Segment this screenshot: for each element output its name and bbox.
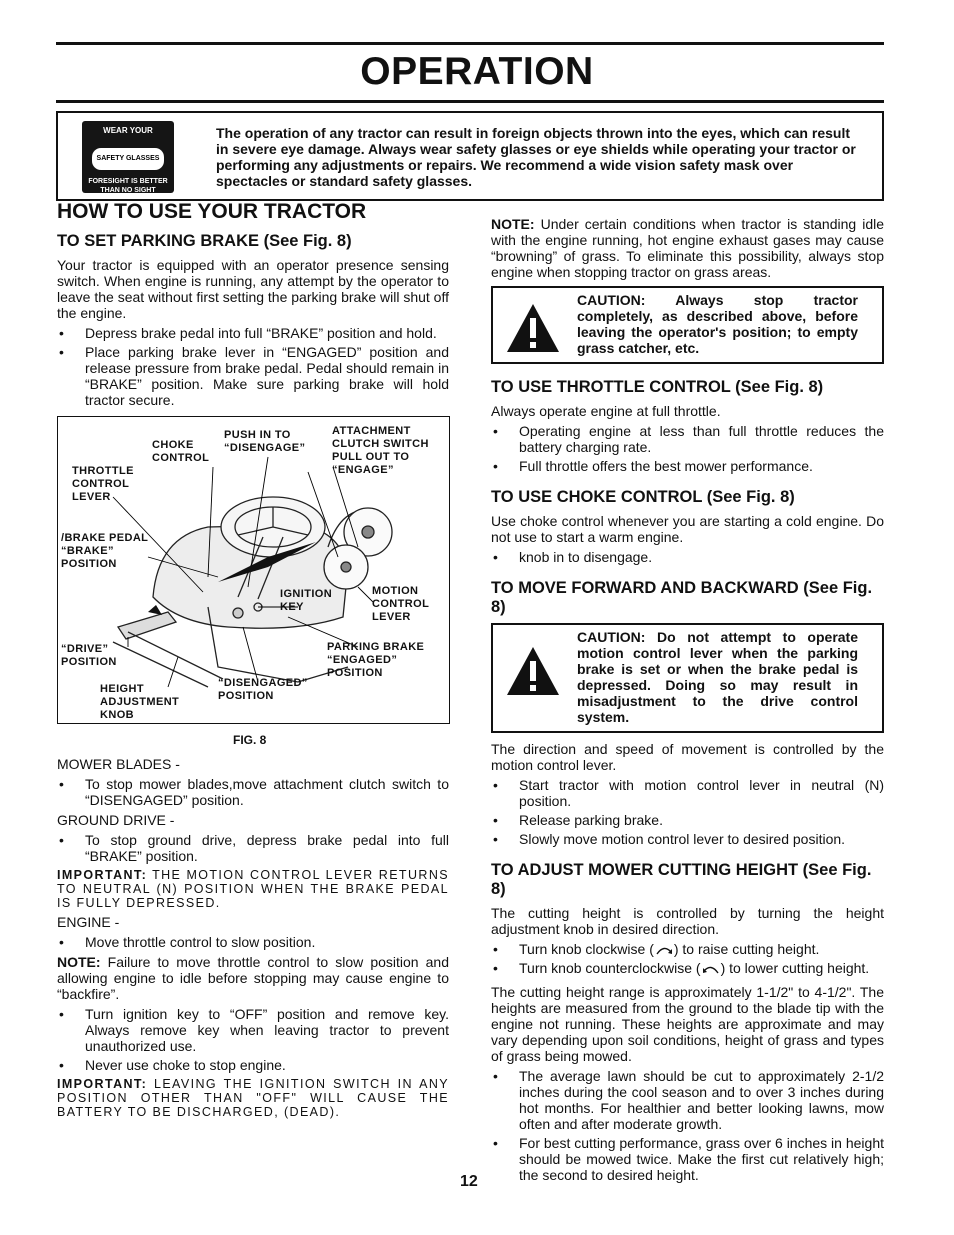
fig-label-disengaged: “DISENGAGED” POSITION bbox=[218, 677, 308, 702]
throttle-intro: Always operate engine at full throttle. bbox=[491, 403, 721, 419]
engine-label: ENGINE - bbox=[57, 914, 120, 930]
important-text: LEAVING THE IGNITION SWITCH IN ANY POSITION OTHER THAN "OFF" WILL CAUSE THE BATTERY TO BE DISCHARGED, (DEAD). bbox=[57, 1077, 449, 1119]
fig-label-brake-pedal: /BRAKE PEDAL “BRAKE” POSITION bbox=[61, 532, 149, 570]
mower-list bbox=[57, 776, 449, 808]
note-text: Failure to move throttle control to slow position and allowing engine to idle before stopping may cause engine to “backfire”. bbox=[57, 954, 450, 1002]
ground-label: GROUND DRIVE - bbox=[57, 812, 175, 828]
list-item: • Slowly move motion control lever to desired position. bbox=[491, 831, 884, 847]
list-item: • Depress brake pedal into full “BRAKE” position and hold. bbox=[57, 325, 449, 341]
list-item: • Full throttle offers the best mower performance. bbox=[491, 458, 884, 474]
ground-list bbox=[57, 832, 449, 864]
list-item: • Turn ignition key to “OFF” position and remove key. Always remove key when leaving tractor to prevent unauthorized use. bbox=[57, 1006, 449, 1054]
page-number: 12 bbox=[460, 1173, 478, 1190]
note-label: NOTE: bbox=[57, 954, 101, 970]
caution-text-1: CAUTION: Always stop tractor completely, as described above, before leaving the operator's position; to empty grass catcher, etc. bbox=[577, 292, 858, 356]
fig-label-push: PUSH IN TO “DISENGAGE” bbox=[224, 429, 306, 454]
height-intro: The cutting height is controlled by turning the height adjustment knob in desired direction. bbox=[491, 905, 884, 937]
parking-intro: Your tractor is equipped with an operator presence sensing switch. When engine is running, any attempt by the operator to leave the seat without first setting the parking brake will shut off the engine. bbox=[57, 257, 449, 321]
move-intro: The direction and speed of movement is controlled by the motion control lever. bbox=[491, 741, 884, 773]
mower-label: MOWER BLADES - bbox=[57, 756, 180, 772]
caution-box-2 bbox=[491, 623, 884, 733]
note-text: Under certain conditions when tractor is standing idle with the engine running, hot engine exhaust gases may cause “browning” of grass. To eliminate this possibility, always stop engine when stopping tractor on grass areas. bbox=[491, 216, 885, 280]
important-note-1 bbox=[57, 868, 449, 910]
cw-text-post: ) to raise cutting height. bbox=[673, 941, 820, 957]
engine-note bbox=[57, 954, 449, 1002]
ccw-text-pre: Turn knob counterclockwise ( bbox=[519, 960, 701, 976]
safety-glasses-badge bbox=[82, 121, 174, 193]
safety-text: The operation of any tractor can result in foreign objects thrown into the eyes, which can result in severe eye damage. Always wear safety glasses or eye shields while operating your tractor or performing any adjustments or repairs. We recommend a wide vision safety mask over spectacles or standard safety glasses. bbox=[216, 125, 856, 189]
cw-text-pre: Turn knob clockwise ( bbox=[519, 941, 654, 957]
figure-caption: FIG. 8 bbox=[233, 733, 267, 747]
caution-box-1 bbox=[491, 286, 884, 364]
important-note-2 bbox=[57, 1077, 449, 1119]
fig-label-motion: MOTION CONTROL LEVER bbox=[372, 585, 429, 623]
fig-label-attachment: ATTACHMENT CLUTCH SWITCH PULL OUT TO “ENGAGE” bbox=[332, 425, 429, 476]
throttle-heading: TO USE THROTTLE CONTROL (See Fig. 8) bbox=[491, 378, 824, 396]
choke-heading: TO USE CHOKE CONTROL (See Fig. 8) bbox=[491, 488, 795, 506]
warning-icon bbox=[505, 302, 561, 354]
list-item bbox=[491, 941, 884, 957]
knob-list bbox=[491, 941, 884, 976]
title-rule bbox=[56, 100, 884, 103]
figure-8 bbox=[57, 416, 450, 724]
list-item: • For best cutting performance, grass over 6 inches in height should be mowed twice. Make the first cut relatively high; the second to desired height. bbox=[491, 1135, 884, 1183]
fig-label-drive: “DRIVE” POSITION bbox=[61, 643, 117, 668]
engine-list-2 bbox=[57, 1006, 449, 1073]
note-label: NOTE: bbox=[491, 216, 535, 232]
section-heading: HOW TO USE YOUR TRACTOR bbox=[57, 200, 367, 223]
top-rule bbox=[56, 42, 884, 45]
list-item: • knob in to disengage. bbox=[491, 549, 884, 565]
ccw-text-post: ) to lower cutting height. bbox=[720, 960, 870, 976]
fig-label-choke: CHOKE CONTROL bbox=[152, 439, 210, 464]
right-column bbox=[491, 216, 884, 1187]
height-heading: TO ADJUST MOWER CUTTING HEIGHT (See Fig. 8) bbox=[491, 861, 872, 898]
safety-notice bbox=[56, 111, 884, 201]
throttle-list bbox=[491, 423, 884, 474]
idle-note bbox=[491, 216, 884, 280]
parking-list bbox=[57, 325, 449, 408]
badge-bottom-text: FORESIGHT IS BETTER THAN NO SIGHT bbox=[88, 178, 168, 194]
important-label: IMPORTANT: bbox=[57, 868, 148, 882]
page-title: OPERATION bbox=[360, 50, 594, 93]
counterclockwise-arrow-icon bbox=[701, 963, 721, 975]
list-item: • Operating engine at less than full throttle reduces the battery charging rate. bbox=[491, 423, 884, 455]
important-label: IMPORTANT: bbox=[57, 1077, 148, 1091]
left-column bbox=[57, 200, 450, 1123]
list-item: • Place parking brake lever in “ENGAGED” position and release pressure from brake pedal. Pedal should remain in “BRAKE” position. Make sure parking brake will hold tractor secure. bbox=[57, 344, 449, 408]
range-text: The cutting height range is approximately 1-1/2" to 4-1/2". The heights are measured from the ground to the blade tip with the engine not running. These heights are approximate and may vary depending upon soil conditions, height of grass and types of grass being mowed. bbox=[491, 984, 884, 1064]
badge-top-text: WEAR YOUR bbox=[103, 126, 153, 135]
list-item: • To stop ground drive, depress brake pedal into full “BRAKE” position. bbox=[57, 832, 449, 864]
engine-list bbox=[57, 934, 449, 950]
move-heading: TO MOVE FORWARD AND BACKWARD (See Fig. 8) bbox=[491, 579, 873, 616]
parking-brake-heading: TO SET PARKING BRAKE (See Fig. 8) bbox=[57, 232, 352, 250]
choke-intro: Use choke control whenever you are starting a cold engine. Do not use to start a warm engine. bbox=[491, 513, 884, 545]
fig-label-ignition: IGNITION KEY bbox=[280, 588, 333, 613]
list-item: • Release parking brake. bbox=[491, 812, 884, 828]
fig-label-throttle: THROTTLE CONTROL LEVER bbox=[72, 465, 134, 503]
warning-icon bbox=[505, 645, 561, 697]
list-item: • To stop mower blades,move attachment clutch switch to “DISENGAGED” position. bbox=[57, 776, 449, 808]
fig-label-parking: PARKING BRAKE “ENGAGED” POSITION bbox=[327, 641, 425, 679]
clockwise-arrow-icon bbox=[654, 944, 674, 956]
height-list bbox=[491, 1068, 884, 1183]
choke-list bbox=[491, 549, 884, 565]
badge-mid-text: SAFETY GLASSES bbox=[92, 148, 164, 170]
move-list bbox=[491, 777, 884, 847]
list-item: • The average lawn should be cut to approximately 2-1/2 inches during the cool season and to over 3 inches during hot months. For healthier and better looking lawns, mow often and after moderate growth. bbox=[491, 1068, 884, 1132]
list-item: • Never use choke to stop engine. bbox=[57, 1057, 449, 1073]
caution-text-2: CAUTION: Do not attempt to operate motion control lever when the parking brake is set or when the brake pedal is depressed. Doing so may result in misadjustment to the drive control system. bbox=[577, 629, 858, 725]
list-item: • Start tractor with motion control lever in neutral (N) position. bbox=[491, 777, 884, 809]
fig-label-height: HEIGHT ADJUSTMENT KNOB bbox=[100, 683, 180, 721]
important-text: THE MOTION CONTROL LEVER RETURNS TO NEUTRAL (N) POSITION WHEN THE BRAKE PEDAL IS FULLY DEPRESSED. bbox=[57, 868, 449, 910]
list-item bbox=[491, 960, 884, 976]
list-item: • Move throttle control to slow position. bbox=[57, 934, 449, 950]
